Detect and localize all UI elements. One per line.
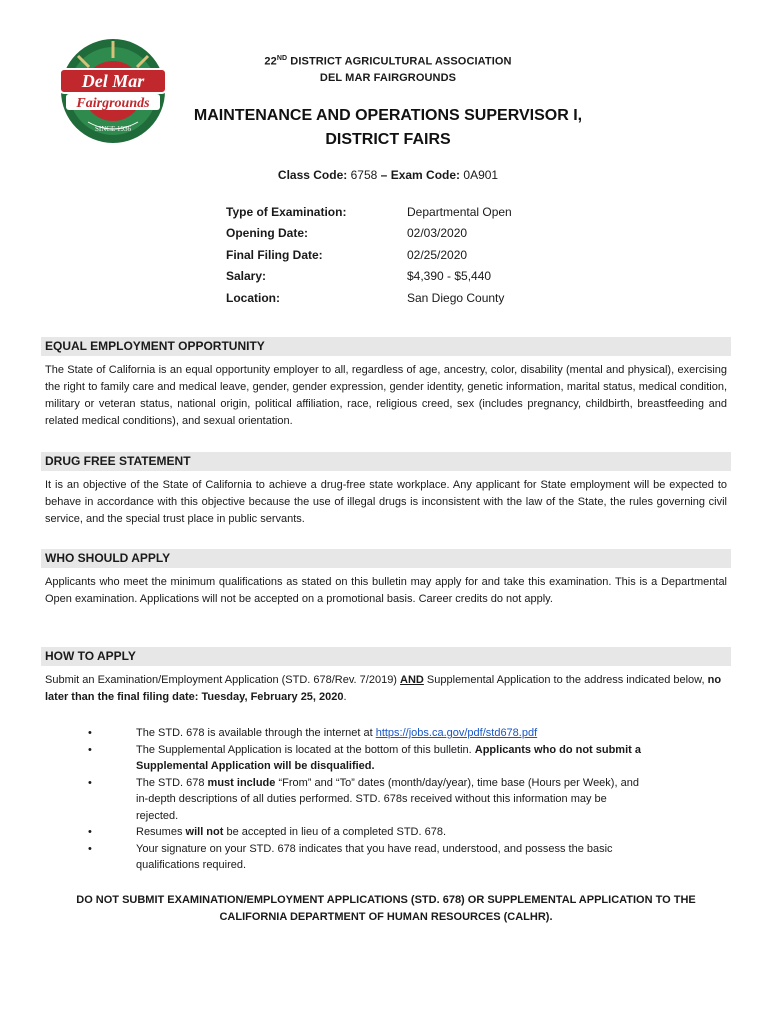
section-heading: DRUG FREE STATEMENT [41, 452, 731, 471]
org-name-line2: DEL MAR FAIRGROUNDS [319, 72, 457, 84]
exam-info-table [226, 201, 512, 309]
info-row-opening-date: Opening Date: 02/03/2020 [226, 226, 468, 241]
del-mar-fairgrounds-logo [58, 36, 168, 146]
page-title [170, 104, 606, 152]
info-row-final-filing-date: Final Filing Date: 02/25/2020 [226, 247, 468, 262]
list-item: • The STD. 678 must include “From” and “To” dates (month/day/year), time base (Hours per Week), and in-depth descriptions of all duties performed. STD. 678s received without this information may be rejected. [88, 776, 639, 822]
class-exam-codes: Class Code: 6758 – Exam Code: 0A901 [277, 168, 499, 182]
info-row-salary: Salary: $4,390 - $5,440 [226, 269, 492, 284]
info-row-location: Location: San Diego County [226, 290, 505, 305]
section-heading: WHO SHOULD APPLY [41, 549, 731, 568]
section-heading: HOW TO APPLY [41, 647, 731, 666]
logo-text-delmar: Del Mar [81, 71, 145, 91]
section-how-to-apply [41, 647, 731, 706]
do-not-submit-note: DO NOT SUBMIT EXAMINATION/EMPLOYMENT APPLICATIONS (STD. 678) OR SUPPLEMENTAL APPLICATION TO THE CALIFORNIA DEPARTMENT OF HUMAN RESOURCES (CALHR). [76, 894, 696, 923]
list-item: • Your signature on your STD. 678 indicates that you have read, understood, and possess the basic qualifications required. [88, 842, 613, 871]
apply-instructions-list [88, 725, 648, 874]
std678-link[interactable]: https://jobs.ca.gov/pdf/std678.pdf [375, 727, 538, 739]
section-who-should-apply [41, 549, 731, 608]
logo-text-since: SINCE 1936 [95, 125, 131, 133]
logo-text-fairgrounds: Fairgrounds [76, 96, 150, 111]
section-text: It is an objective of the State of California to achieve a drug-free state workplace. Any applicant for State employment will be expected to behave in accordance with this objective because the use of illegal drugs is inconsistent with the law of the State, the rules governing civil service, and the special trust place in public servants. [45, 479, 727, 525]
title-line2: DISTRICT FAIRS [325, 131, 451, 148]
section-text: Applicants who meet the minimum qualifications as stated on this bulletin may apply for and take this examination. This is a Departmental Open examination. Applications will not be accepted on a promotional basis. Career credits do not apply. [45, 576, 727, 605]
list-item: • Resumes will not be accepted in lieu of a completed STD. 678. [88, 826, 446, 838]
title-line1: MAINTENANCE AND OPERATIONS SUPERVISOR I, [193, 107, 583, 124]
info-row-type: Type of Examination: Departmental Open [226, 204, 512, 219]
list-item: • The STD. 678 is available through the internet at https://jobs.ca.gov/pdf/std678.pdf [88, 727, 538, 739]
section-text: The State of California is an equal opportunity employer to all, regardless of age, ancestry, color, disability (mental and physical), exercising the right to family care and medical leave, gender, gender expression, gender identity, genetic information, marital status, medical condition, military or veteran status, national origin, political affiliation, race, religious creed, sex (includes pregnancy, childbirth, breastfeeding and related medical conditions), and sexual orientation. [45, 364, 727, 427]
org-name-line1: 22ND DISTRICT AGRICULTURAL ASSOCIATION [264, 55, 512, 68]
section-drug-free [41, 452, 731, 528]
section-heading: EQUAL EMPLOYMENT OPPORTUNITY [41, 337, 731, 356]
section-text: Submit an Examination/Employment Application (STD. 678/Rev. 7/2019) AND Supplemental Application to the address indicated below, no later than the final filing date: Tuesday, February 25, 2020. [45, 674, 722, 703]
section-equal-employment [41, 337, 731, 430]
list-item: • The Supplemental Application is located at the bottom of this bulletin. Applicants who do not submit a Supplemental Application will be disqualified. [88, 743, 641, 772]
